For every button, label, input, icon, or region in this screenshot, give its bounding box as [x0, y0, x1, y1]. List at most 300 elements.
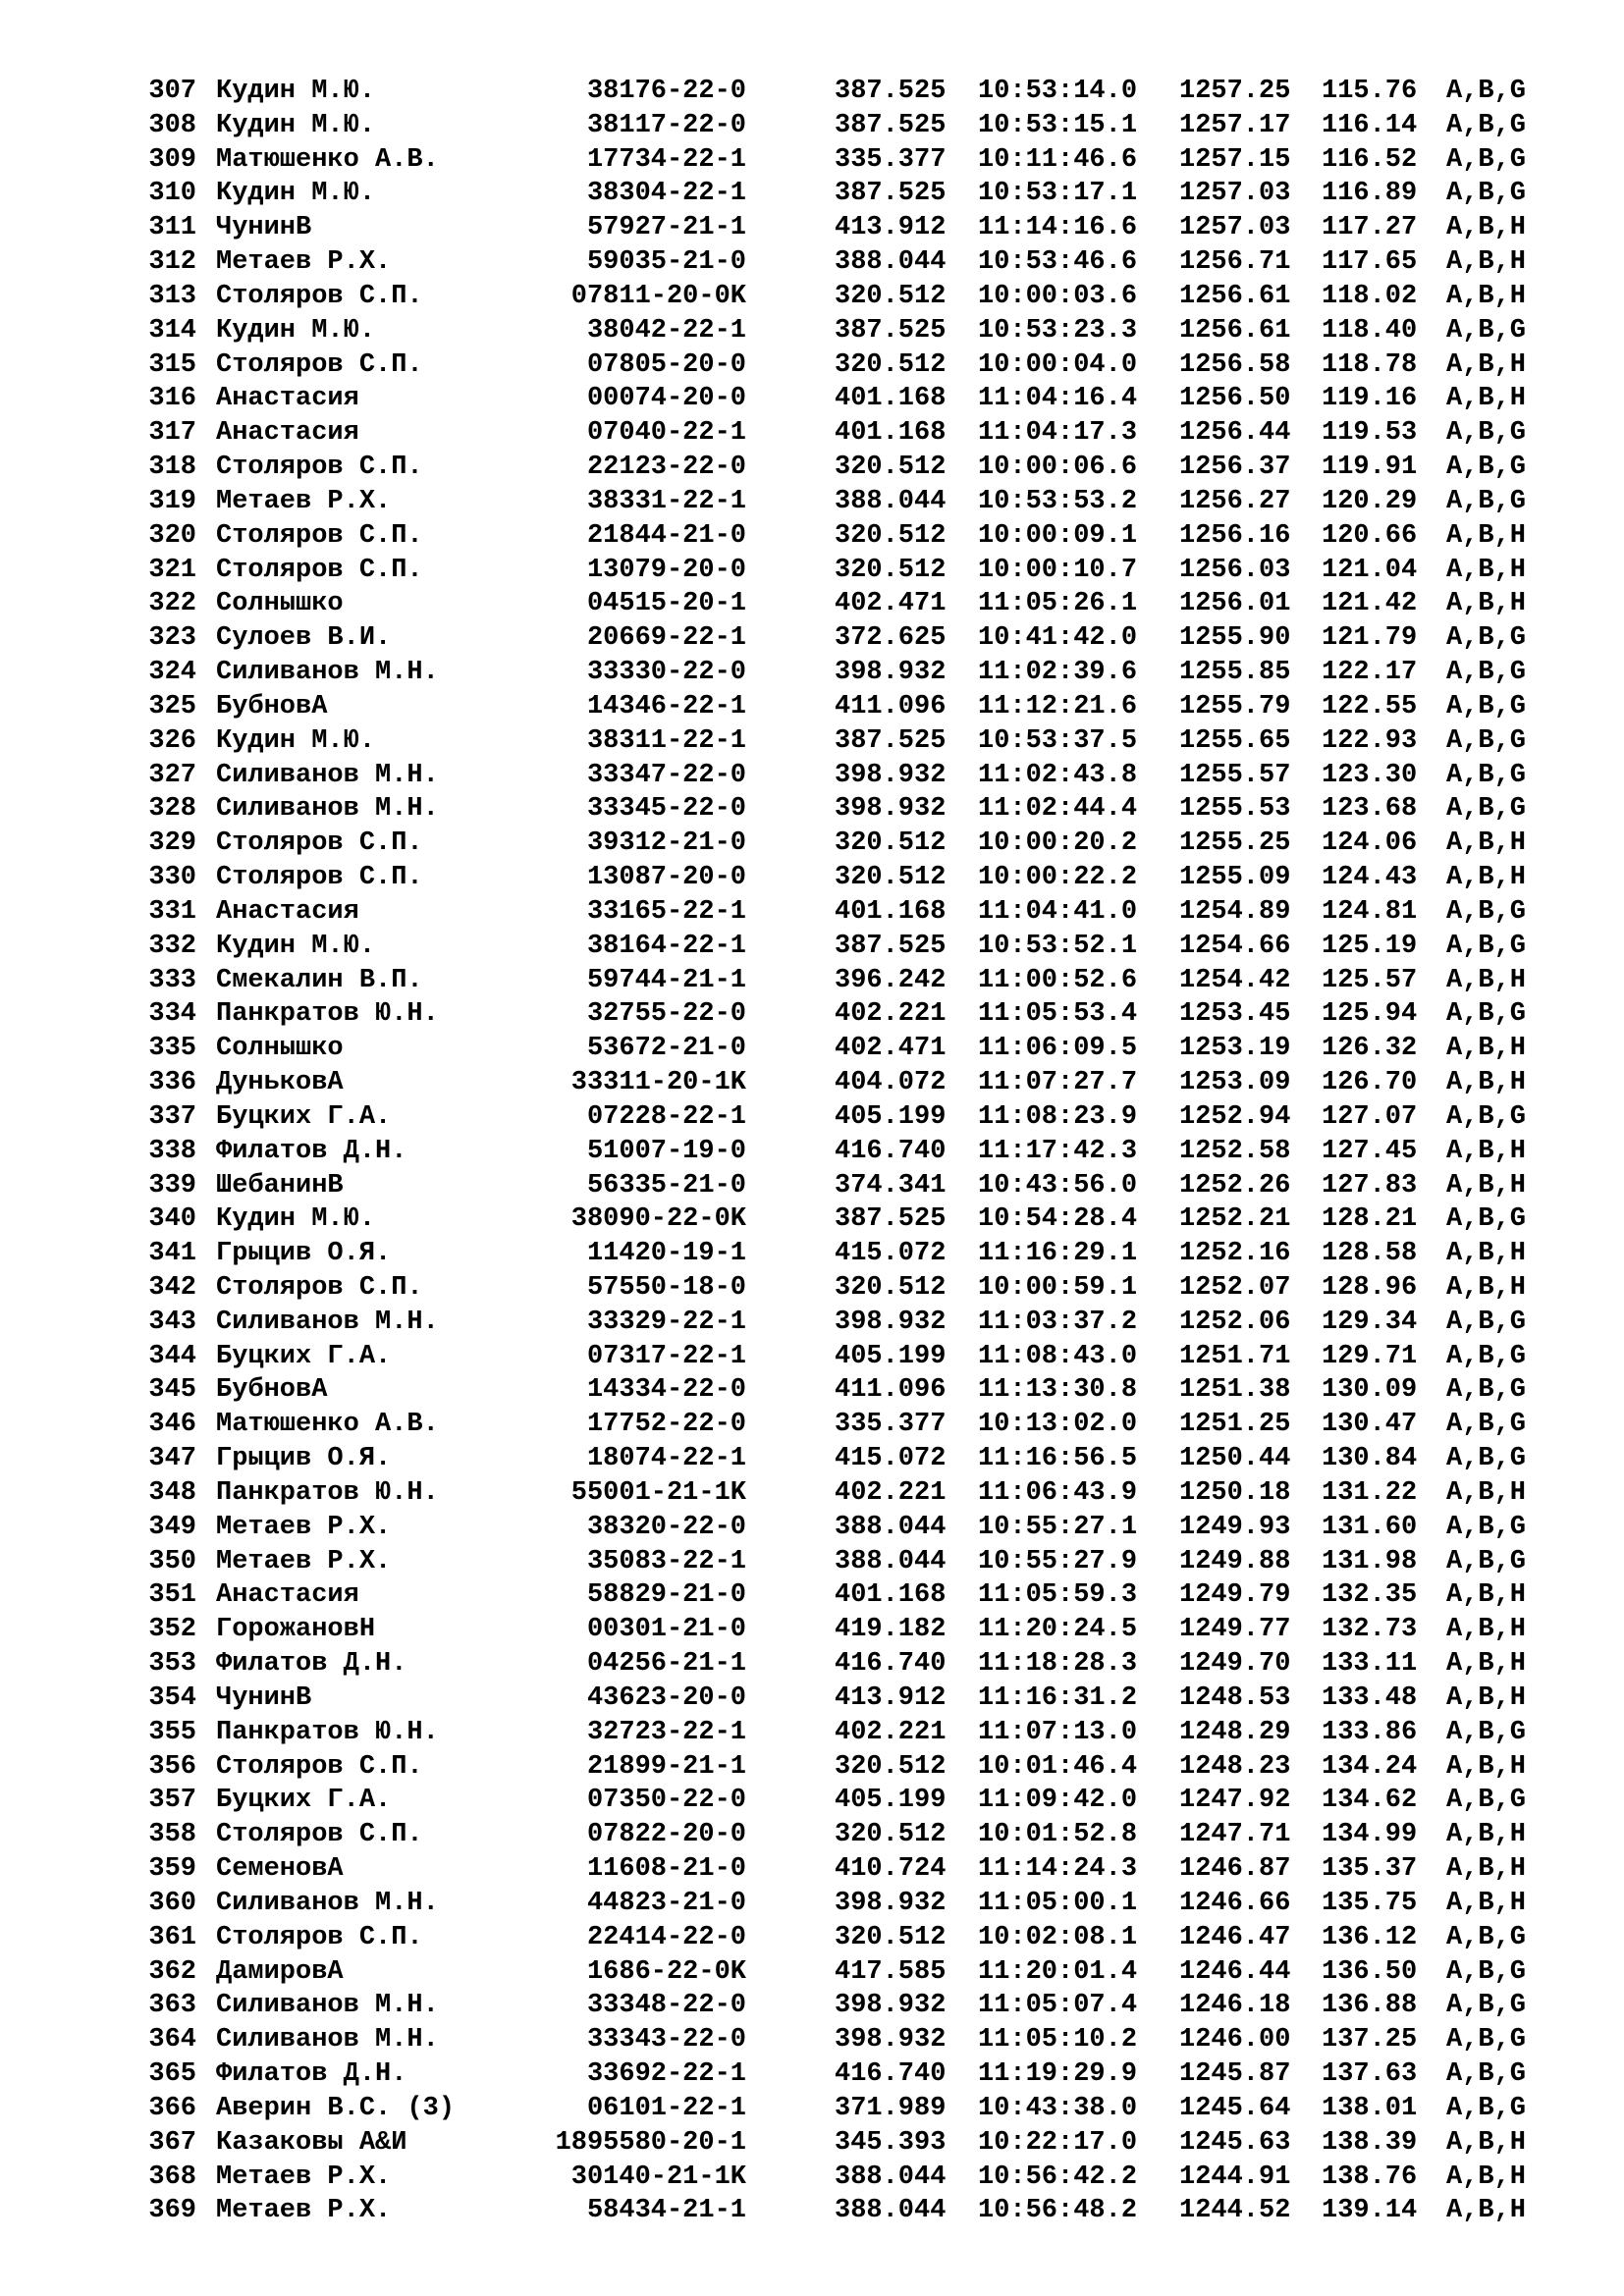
speed-value: 1249.93 — [1179, 1512, 1291, 1542]
place-number: 359 — [148, 1854, 196, 1885]
category-value: A,B,H — [1446, 555, 1527, 585]
coefficient-value: 137.25 — [1322, 2025, 1418, 2056]
coefficient-value: 138.01 — [1322, 2093, 1418, 2123]
arrival-time: 11:06:43.9 — [978, 1477, 1138, 1508]
fancier-name: Филатов Д.Н. — [216, 1136, 407, 1166]
table-row — [145, 1135, 1540, 1169]
fancier-name: Анастасия — [216, 1580, 359, 1611]
coefficient-value: 120.66 — [1322, 520, 1418, 551]
arrival-time: 10:53:17.1 — [978, 179, 1138, 209]
place-number: 361 — [148, 1922, 196, 1952]
place-number: 333 — [148, 965, 196, 995]
coefficient-value: 134.24 — [1322, 1751, 1418, 1782]
fancier-name: Столяров С.П. — [216, 1820, 423, 1850]
arrival-time: 11:18:28.3 — [978, 1649, 1138, 1680]
distance-value: 320.512 — [835, 349, 947, 380]
table-row — [145, 2057, 1540, 2092]
category-value: A,B,H — [1446, 1888, 1527, 1918]
arrival-time: 11:05:07.4 — [978, 1991, 1138, 2021]
coefficient-value: 117.27 — [1322, 213, 1418, 243]
category-value: A,B,G — [1446, 1546, 1527, 1576]
table-row — [145, 1476, 1540, 1511]
table-row — [145, 1340, 1540, 1374]
arrival-time: 10:00:10.7 — [978, 555, 1138, 585]
place-number: 360 — [148, 1888, 196, 1918]
fancier-name: Кудин М.Ю. — [216, 1204, 376, 1235]
place-number: 314 — [148, 315, 196, 346]
place-number: 311 — [148, 213, 196, 243]
coefficient-value: 138.39 — [1322, 2127, 1418, 2158]
fancier-name: Силиванов М.Н. — [216, 658, 439, 688]
distance-value: 387.525 — [835, 110, 947, 140]
distance-value: 388.044 — [835, 1546, 947, 1576]
table-row — [145, 1921, 1540, 1955]
ring-number: 11608-21-0 — [586, 1854, 746, 1885]
distance-value: 416.740 — [835, 1136, 947, 1166]
arrival-time: 10:53:52.1 — [978, 931, 1138, 961]
fancier-name: Метаев Р.Х. — [216, 1546, 392, 1576]
coefficient-value: 130.84 — [1322, 1444, 1418, 1474]
category-value: A,B,H — [1446, 1820, 1527, 1850]
arrival-time: 11:08:23.9 — [978, 1101, 1138, 1132]
ring-number: 07822-20-0 — [586, 1820, 746, 1850]
place-number: 326 — [148, 725, 196, 756]
place-number: 350 — [148, 1546, 196, 1576]
category-value: A,B,G — [1446, 1410, 1527, 1440]
distance-value: 335.377 — [835, 1410, 947, 1440]
fancier-name: Метаев Р.Х. — [216, 2196, 392, 2226]
distance-value: 419.182 — [835, 1615, 947, 1645]
category-value: A,B,G — [1446, 1307, 1527, 1337]
distance-value: 320.512 — [835, 1820, 947, 1850]
table-row — [145, 997, 1540, 1032]
arrival-time: 10:43:38.0 — [978, 2093, 1138, 2123]
table-row — [145, 1032, 1540, 1066]
category-value: A,B,H — [1446, 1034, 1527, 1064]
coefficient-value: 116.89 — [1322, 179, 1418, 209]
category-value: A,B,G — [1446, 794, 1527, 825]
ring-number: 11420-19-1 — [586, 1239, 746, 1269]
fancier-name: Кудин М.Ю. — [216, 110, 376, 140]
fancier-name: Сулоев В.И. — [216, 623, 392, 654]
fancier-name: Метаев Р.Х. — [216, 486, 392, 516]
category-value: A,B,G — [1446, 1444, 1527, 1474]
fancier-name: Метаев Р.Х. — [216, 1512, 392, 1542]
fancier-name: Силиванов М.Н. — [216, 760, 439, 790]
speed-value: 1253.19 — [1179, 1034, 1291, 1064]
table-row — [145, 1716, 1540, 1750]
ring-number: 39312-21-0 — [586, 828, 746, 859]
coefficient-value: 134.99 — [1322, 1820, 1418, 1850]
category-value: A,B,G — [1446, 931, 1527, 961]
coefficient-value: 125.19 — [1322, 931, 1418, 961]
speed-value: 1254.89 — [1179, 896, 1291, 927]
category-value: A,B,H — [1446, 1239, 1527, 1269]
speed-value: 1250.44 — [1179, 1444, 1291, 1474]
speed-value: 1255.85 — [1179, 658, 1291, 688]
speed-value: 1256.61 — [1179, 281, 1291, 311]
table-row — [145, 895, 1540, 930]
table-row — [145, 1750, 1540, 1785]
arrival-time: 10:00:09.1 — [978, 520, 1138, 551]
speed-value: 1256.03 — [1179, 555, 1291, 585]
table-row — [145, 1066, 1540, 1100]
fancier-name: Столяров С.П. — [216, 828, 423, 859]
arrival-time: 10:56:48.2 — [978, 2196, 1138, 2226]
distance-value: 396.242 — [835, 965, 947, 995]
coefficient-value: 122.93 — [1322, 725, 1418, 756]
coefficient-value: 127.83 — [1322, 1170, 1418, 1201]
distance-value: 320.512 — [835, 555, 947, 585]
arrival-time: 10:55:27.9 — [978, 1546, 1138, 1576]
speed-value: 1245.63 — [1179, 2127, 1291, 2158]
table-row — [145, 1852, 1540, 1887]
ring-number: 07811-20-0K — [570, 281, 746, 311]
ring-number: 33330-22-0 — [586, 658, 746, 688]
fancier-name: БубновА — [216, 1375, 328, 1406]
table-row — [145, 2023, 1540, 2057]
arrival-time: 11:09:42.0 — [978, 1786, 1138, 1816]
table-row — [145, 1682, 1540, 1716]
fancier-name: Матюшенко А.В. — [216, 1410, 439, 1440]
table-row — [145, 1237, 1540, 1271]
speed-value: 1257.17 — [1179, 110, 1291, 140]
category-value: A,B,H — [1446, 2127, 1527, 2158]
coefficient-value: 119.16 — [1322, 384, 1418, 414]
speed-value: 1252.58 — [1179, 1136, 1291, 1166]
table-row — [145, 314, 1540, 348]
coefficient-value: 136.88 — [1322, 1991, 1418, 2021]
arrival-time: 11:07:27.7 — [978, 1068, 1138, 1098]
ring-number: 13079-20-0 — [586, 555, 746, 585]
coefficient-value: 133.11 — [1322, 1649, 1418, 1680]
category-value: A,B,G — [1446, 144, 1527, 175]
table-row — [145, 656, 1540, 690]
arrival-time: 11:04:41.0 — [978, 896, 1138, 927]
category-value: A,B,G — [1446, 1786, 1527, 1816]
distance-value: 320.512 — [835, 863, 947, 893]
ring-number: 32723-22-1 — [586, 1717, 746, 1747]
coefficient-value: 122.17 — [1322, 658, 1418, 688]
distance-value: 413.912 — [835, 213, 947, 243]
place-number: 362 — [148, 1956, 196, 1987]
category-value: A,B,H — [1446, 1615, 1527, 1645]
place-number: 332 — [148, 931, 196, 961]
place-number: 319 — [148, 486, 196, 516]
place-number: 358 — [148, 1820, 196, 1850]
ring-number: 33165-22-1 — [586, 896, 746, 927]
speed-value: 1251.25 — [1179, 1410, 1291, 1440]
ring-number: 07317-22-1 — [586, 1341, 746, 1371]
coefficient-value: 132.35 — [1322, 1580, 1418, 1611]
category-value: A,B,H — [1446, 1068, 1527, 1098]
place-number: 367 — [148, 2127, 196, 2158]
ring-number: 53672-21-0 — [586, 1034, 746, 1064]
fancier-name: Панкратов Ю.Н. — [216, 1717, 439, 1747]
category-value: A,B,H — [1446, 247, 1527, 278]
distance-value: 405.199 — [835, 1341, 947, 1371]
table-row — [145, 792, 1540, 827]
distance-value: 410.724 — [835, 1854, 947, 1885]
speed-value: 1245.87 — [1179, 2059, 1291, 2090]
table-row — [145, 724, 1540, 759]
ring-number: 58829-21-0 — [586, 1580, 746, 1611]
arrival-time: 11:05:10.2 — [978, 2025, 1138, 2056]
category-value: A,B,H — [1446, 1649, 1527, 1680]
speed-value: 1247.92 — [1179, 1786, 1291, 1816]
table-row — [145, 1818, 1540, 1852]
fancier-name: Кудин М.Ю. — [216, 315, 376, 346]
speed-value: 1256.16 — [1179, 520, 1291, 551]
distance-value: 401.168 — [835, 896, 947, 927]
ring-number: 18074-22-1 — [586, 1444, 746, 1474]
category-value: A,B,G — [1446, 1375, 1527, 1406]
place-number: 321 — [148, 555, 196, 585]
fancier-name: Силиванов М.Н. — [216, 1888, 439, 1918]
table-row — [145, 382, 1540, 416]
distance-value: 398.932 — [835, 794, 947, 825]
fancier-name: Филатов Д.Н. — [216, 2059, 407, 2090]
fancier-name: Анастасия — [216, 896, 359, 927]
coefficient-value: 124.06 — [1322, 828, 1418, 859]
coefficient-value: 127.45 — [1322, 1136, 1418, 1166]
place-number: 317 — [148, 418, 196, 449]
fancier-name: Матюшенко А.В. — [216, 144, 439, 175]
coefficient-value: 125.94 — [1322, 999, 1418, 1030]
distance-value: 411.096 — [835, 1375, 947, 1406]
speed-value: 1257.03 — [1179, 179, 1291, 209]
speed-value: 1256.61 — [1179, 315, 1291, 346]
arrival-time: 11:13:30.8 — [978, 1375, 1138, 1406]
arrival-time: 11:02:43.8 — [978, 760, 1138, 790]
distance-value: 398.932 — [835, 1307, 947, 1337]
speed-value: 1246.47 — [1179, 1922, 1291, 1952]
distance-value: 402.471 — [835, 1034, 947, 1064]
place-number: 331 — [148, 896, 196, 927]
fancier-name: Буцких Г.А. — [216, 1786, 392, 1816]
ring-number: 20669-22-1 — [586, 623, 746, 654]
ring-number: 04256-21-1 — [586, 1649, 746, 1680]
coefficient-value: 119.91 — [1322, 453, 1418, 483]
category-value: A,B,G — [1446, 896, 1527, 927]
distance-value: 335.377 — [835, 144, 947, 175]
category-value: A,B,H — [1446, 1477, 1527, 1508]
table-row — [145, 1373, 1540, 1408]
table-row — [145, 1647, 1540, 1682]
fancier-name: Панкратов Ю.Н. — [216, 1477, 439, 1508]
category-value: A,B,G — [1446, 1341, 1527, 1371]
fancier-name: Казаковы А&И — [216, 2127, 407, 2158]
arrival-time: 10:02:08.1 — [978, 1922, 1138, 1952]
place-number: 307 — [148, 77, 196, 106]
category-value: A,B,H — [1446, 863, 1527, 893]
arrival-time: 10:56:42.2 — [978, 2162, 1138, 2192]
category-value: A,B,G — [1446, 179, 1527, 209]
distance-value: 388.044 — [835, 1512, 947, 1542]
coefficient-value: 123.30 — [1322, 760, 1418, 790]
speed-value: 1255.57 — [1179, 760, 1291, 790]
distance-value: 345.393 — [835, 2127, 947, 2158]
speed-value: 1252.26 — [1179, 1170, 1291, 1201]
coefficient-value: 124.43 — [1322, 863, 1418, 893]
place-number: 343 — [148, 1307, 196, 1337]
coefficient-value: 121.79 — [1322, 623, 1418, 654]
category-value: A,B,G — [1446, 315, 1527, 346]
fancier-name: ДуньковА — [216, 1068, 344, 1098]
table-row — [145, 75, 1540, 109]
place-number: 344 — [148, 1341, 196, 1371]
arrival-time: 11:12:21.6 — [978, 691, 1138, 721]
table-row — [145, 690, 1540, 724]
distance-value: 372.625 — [835, 623, 947, 654]
arrival-time: 10:00:03.6 — [978, 281, 1138, 311]
arrival-time: 11:20:24.5 — [978, 1615, 1138, 1645]
speed-value: 1256.37 — [1179, 453, 1291, 483]
category-value: A,B,H — [1446, 213, 1527, 243]
place-number: 339 — [148, 1170, 196, 1201]
place-number: 336 — [148, 1068, 196, 1098]
ring-number: 33343-22-0 — [586, 2025, 746, 2056]
coefficient-value: 117.65 — [1322, 247, 1418, 278]
ring-number: 38320-22-0 — [586, 1512, 746, 1542]
category-value: A,B,G — [1446, 2059, 1527, 2090]
ring-number: 07228-22-1 — [586, 1101, 746, 1132]
category-value: A,B,H — [1446, 1580, 1527, 1611]
arrival-time: 10:53:46.6 — [978, 247, 1138, 278]
ring-number: 07350-22-0 — [586, 1786, 746, 1816]
table-row — [145, 587, 1540, 621]
speed-value: 1248.23 — [1179, 1751, 1291, 1782]
speed-value: 1257.15 — [1179, 144, 1291, 175]
place-number: 355 — [148, 1717, 196, 1747]
ring-number: 35083-22-1 — [586, 1546, 746, 1576]
fancier-name: Аверин В.С. (3) — [216, 2093, 456, 2123]
category-value: A,B,G — [1446, 999, 1527, 1030]
coefficient-value: 131.98 — [1322, 1546, 1418, 1576]
fancier-name: Буцких Г.А. — [216, 1341, 392, 1371]
speed-value: 1246.44 — [1179, 1956, 1291, 1987]
arrival-time: 11:06:09.5 — [978, 1034, 1138, 1064]
arrival-time: 11:14:16.6 — [978, 213, 1138, 243]
table-row — [145, 1306, 1540, 1340]
arrival-time: 10:55:27.1 — [978, 1512, 1138, 1542]
ring-number: 33347-22-0 — [586, 760, 746, 790]
distance-value: 387.525 — [835, 315, 947, 346]
speed-value: 1254.42 — [1179, 965, 1291, 995]
distance-value: 404.072 — [835, 1068, 947, 1098]
category-value: A,B,H — [1446, 1751, 1527, 1782]
speed-value: 1255.79 — [1179, 691, 1291, 721]
arrival-time: 11:05:00.1 — [978, 1888, 1138, 1918]
arrival-time: 11:16:31.2 — [978, 1682, 1138, 1713]
ring-number: 57550-18-0 — [586, 1272, 746, 1303]
arrival-time: 10:00:22.2 — [978, 863, 1138, 893]
table-row — [145, 1511, 1540, 1545]
distance-value: 388.044 — [835, 486, 947, 516]
arrival-time: 10:11:46.6 — [978, 144, 1138, 175]
coefficient-value: 132.73 — [1322, 1615, 1418, 1645]
place-number: 369 — [148, 2196, 196, 2226]
place-number: 356 — [148, 1751, 196, 1782]
coefficient-value: 133.86 — [1322, 1717, 1418, 1747]
category-value: A,B,G — [1446, 691, 1527, 721]
coefficient-value: 136.50 — [1322, 1956, 1418, 1987]
coefficient-value: 126.70 — [1322, 1068, 1418, 1098]
coefficient-value: 116.52 — [1322, 144, 1418, 175]
distance-value: 416.740 — [835, 1649, 947, 1680]
place-number: 335 — [148, 1034, 196, 1064]
arrival-time: 11:02:44.4 — [978, 794, 1138, 825]
speed-value: 1255.25 — [1179, 828, 1291, 859]
distance-value: 415.072 — [835, 1239, 947, 1269]
ring-number: 00074-20-0 — [586, 384, 746, 414]
speed-value: 1248.53 — [1179, 1682, 1291, 1713]
category-value: A,B,H — [1446, 828, 1527, 859]
category-value: A,B,G — [1446, 2093, 1527, 2123]
ring-number: 07040-22-1 — [586, 418, 746, 449]
coefficient-value: 123.68 — [1322, 794, 1418, 825]
fancier-name: Грыцив О.Я. — [216, 1239, 392, 1269]
distance-value: 398.932 — [835, 1888, 947, 1918]
category-value: A,B,G — [1446, 1512, 1527, 1542]
speed-value: 1252.94 — [1179, 1101, 1291, 1132]
place-number: 345 — [148, 1375, 196, 1406]
ring-number: 22123-22-0 — [586, 453, 746, 483]
distance-value: 415.072 — [835, 1444, 947, 1474]
speed-value: 1257.03 — [1179, 213, 1291, 243]
place-number: 320 — [148, 520, 196, 551]
ring-number: 33692-22-1 — [586, 2059, 746, 2090]
place-number: 313 — [148, 281, 196, 311]
place-number: 308 — [148, 110, 196, 140]
distance-value: 398.932 — [835, 760, 947, 790]
category-value: A,B,H — [1446, 965, 1527, 995]
coefficient-value: 136.12 — [1322, 1922, 1418, 1952]
speed-value: 1248.29 — [1179, 1717, 1291, 1747]
arrival-time: 11:08:43.0 — [978, 1341, 1138, 1371]
ring-number: 17734-22-1 — [586, 144, 746, 175]
table-row — [145, 211, 1540, 245]
ring-number: 33345-22-0 — [586, 794, 746, 825]
category-value: A,B,H — [1446, 384, 1527, 414]
fancier-name: Кудин М.Ю. — [216, 931, 376, 961]
results-table — [145, 75, 1540, 2228]
distance-value: 387.525 — [835, 77, 947, 106]
table-row — [145, 759, 1540, 793]
fancier-name: Панкратов Ю.Н. — [216, 999, 439, 1030]
ring-number: 17752-22-0 — [586, 1410, 746, 1440]
table-row — [145, 1578, 1540, 1613]
arrival-time: 10:13:02.0 — [978, 1410, 1138, 1440]
place-number: 310 — [148, 179, 196, 209]
distance-value: 402.471 — [835, 589, 947, 619]
category-value: A,B,G — [1446, 77, 1527, 106]
place-number: 357 — [148, 1786, 196, 1816]
fancier-name: Столяров С.П. — [216, 281, 423, 311]
fancier-name: Силиванов М.Н. — [216, 794, 439, 825]
category-value: A,B,H — [1446, 349, 1527, 380]
fancier-name: ЧунинВ — [216, 1682, 312, 1713]
distance-value: 413.912 — [835, 1682, 947, 1713]
place-number: 365 — [148, 2059, 196, 2090]
table-row — [145, 1202, 1540, 1237]
category-value: A,B,H — [1446, 1854, 1527, 1885]
distance-value: 320.512 — [835, 1751, 947, 1782]
category-value: A,B,H — [1446, 281, 1527, 311]
speed-value: 1246.87 — [1179, 1854, 1291, 1885]
table-row — [145, 1613, 1540, 1647]
category-value: A,B,H — [1446, 1170, 1527, 1201]
